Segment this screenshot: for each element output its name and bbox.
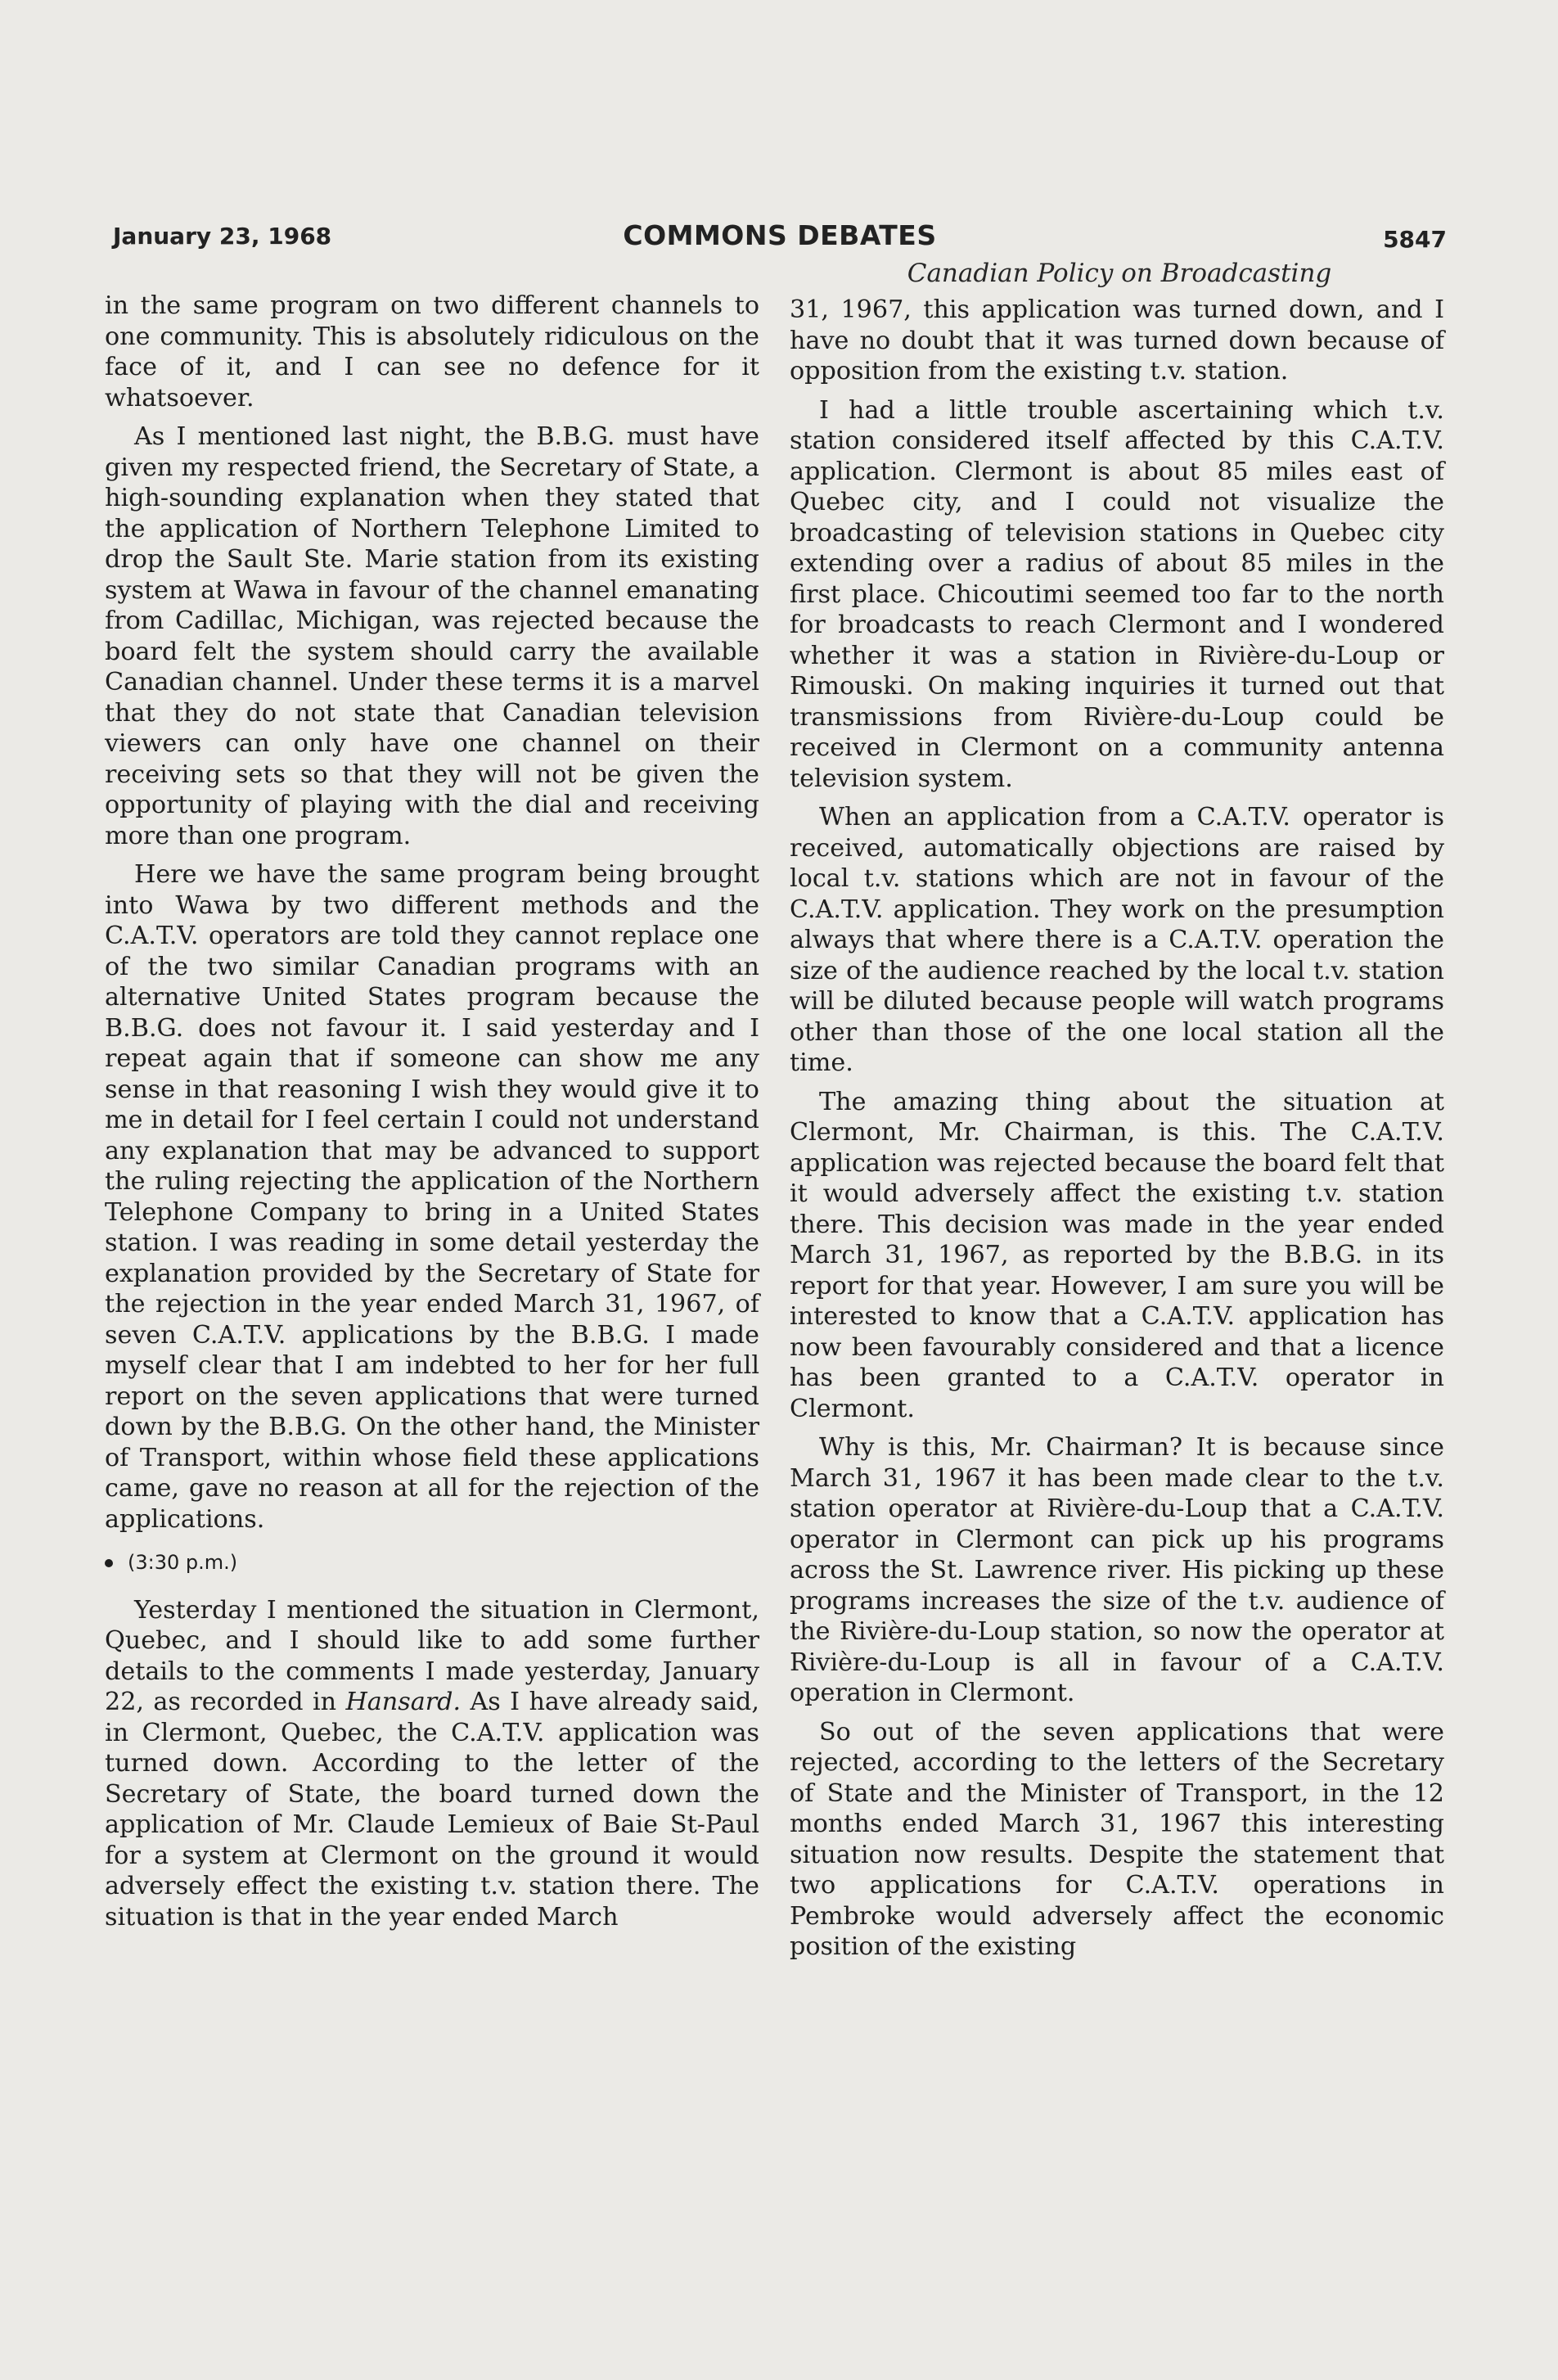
left-paragraph-2: As I mentioned last night, the B.B.G. must have given my respected friend, the Secretary of State, a high-sounding explanation when they stated that the application of Northern Telephone Limited to drop the Sault Ste. Marie station from its existing system at Wawa in favour of the channel emanating from Cadillac, Michigan, was rejected because the board felt the system should carry the available Canadian channel. Under these terms it is a marvel that they do not state that Canadian television viewers can only have one channel on their receiving sets so that they will not be given the opportunity of playing with the dial and receiving more than one program. [105, 422, 759, 850]
left-column [105, 291, 759, 1941]
left-paragraph-3: Here we have the same program being brought into Wawa by two different methods and the C.A.T.V. operators are told they cannot replace one of the two similar Canadian programs with an alternative United States program because the B.B.G. does not favour it. I said yesterday and I repeat again that if someone can show me any sense in that reasoning I wish they would give it to me in detail for I feel certain I could not understand any explanation that may be advanced to support the ruling rejecting the application of the Northern Telephone Company to bring in a United States station. I was reading in some detail yesterday the explanation provided by the Secretary of State for the rejection in the year ended March 31, 1967, of seven C.A.T.V. applications by the B.B.G. I made myself clear that I am indebted to her for her full report on the seven applications that were turned down by the B.B.G. On the other hand, the Minister of Transport, within whose field these applications came, gave no reason at all for the rejection of the applications. [105, 860, 759, 1534]
bullet-icon [105, 1559, 113, 1567]
left-paragraph-4-part-1: Yesterday I mentioned the situation in Clermont, Quebec, and I should like to add some further details to the comments I made yesterday, January 22, as recorded in [105, 1595, 759, 1716]
right-paragraph-6: So out of the seven applications that were rejected, according to the letters of the Secretary of State and the Minister of Transport, in the 12 months ended March 31, 1967 this interesting situation now results. Despite the statement that two applications for C.A.T.V. operations in Pembroke would adversely affect the economic position of the existing [790, 1717, 1444, 1961]
right-column [790, 295, 1444, 1971]
right-paragraph-4: The amazing thing about the situation at Clermont, Mr. Chairman, is this. The C.A.T.V. application was rejected because the board felt that it would adversely affect the existing t.v. station there. This decision was made in the year ended March 31, 1967, as reported by the B.B.G. in its report for that year. However, I am sure you will be interested to know that a C.A.T.V. application has now been favourably considered and that a licence has been granted to a C.A.T.V. operator in Clermont. [790, 1087, 1444, 1423]
right-paragraph-1: 31, 1967, this application was turned down, and I have no doubt that it was turned down because of opposition from the existing t.v. station. [790, 295, 1444, 385]
left-paragraph-4 [105, 1595, 759, 1933]
time-marker-text: (3:30 p.m.) [128, 1551, 238, 1574]
right-paragraph-5: Why is this, Mr. Chairman? It is because since March 31, 1967 it has been made clear to the t.v. station operator at Rivière-du-Loup that a C.A.T.V. operator in Clermont can pick up his programs across the St. Lawrence river. His picking up these programs increases the size of the t.v. audience of the Rivière-du-Loup station, so now the operator at Rivière-du-Loup is all in favour of a C.A.T.V. operation in Clermont. [790, 1433, 1444, 1707]
left-paragraph-4-part-2: As I have already said, in Clermont, Quebec, the C.A.T.V. application was turned down. According to the letter of the Secretary of State, the board turned down the application of Mr. Claude Lemieux of Baie St-Paul for a system at Clermont on the ground it would adversely effect the existing t.v. station there. The situation is that in the year ended March [105, 1688, 759, 1931]
hansard-reference: Hansard. [345, 1688, 462, 1716]
section-heading: Canadian Policy on Broadcasting [907, 259, 1332, 288]
left-paragraph-1: in the same program on two different channels to one community. This is absolutely ridiculous on the face of it, and I can see no defence for it whatsoever. [105, 291, 759, 412]
time-marker [105, 1548, 759, 1579]
header-page-number: 5847 [1383, 226, 1447, 253]
right-paragraph-2: I had a little trouble ascertaining which t.v. station considered itself affected by this C.A.T.V. application. Clermont is about 85 miles east of Quebec city, and I could not visualize the broadcasting of television stations in Quebec city extending over a radius of about 85 miles in the first place. Chicoutimi seemed too far to the north for broadcasts to reach Clermont and I wondered whether it was a station in Rivière-du-Loup or Rimouski. On making inquiries it turned out that transmissions from Rivière-du-Loup could be received in Clermont on a community antenna television system. [790, 395, 1444, 793]
running-header [113, 216, 1447, 252]
right-paragraph-3: When an application from a C.A.T.V. operator is received, automatically objections are raised by local t.v. stations which are not in favour of the C.A.T.V. application. They work on the presumption always that where there is a C.A.T.V. operation the size of the audience reached by the local t.v. station will be diluted because people will watch programs other than those of the one local station all the time. [790, 803, 1444, 1077]
header-publication-title: COMMONS DEBATES [623, 219, 937, 251]
header-date: January 23, 1968 [113, 223, 332, 250]
